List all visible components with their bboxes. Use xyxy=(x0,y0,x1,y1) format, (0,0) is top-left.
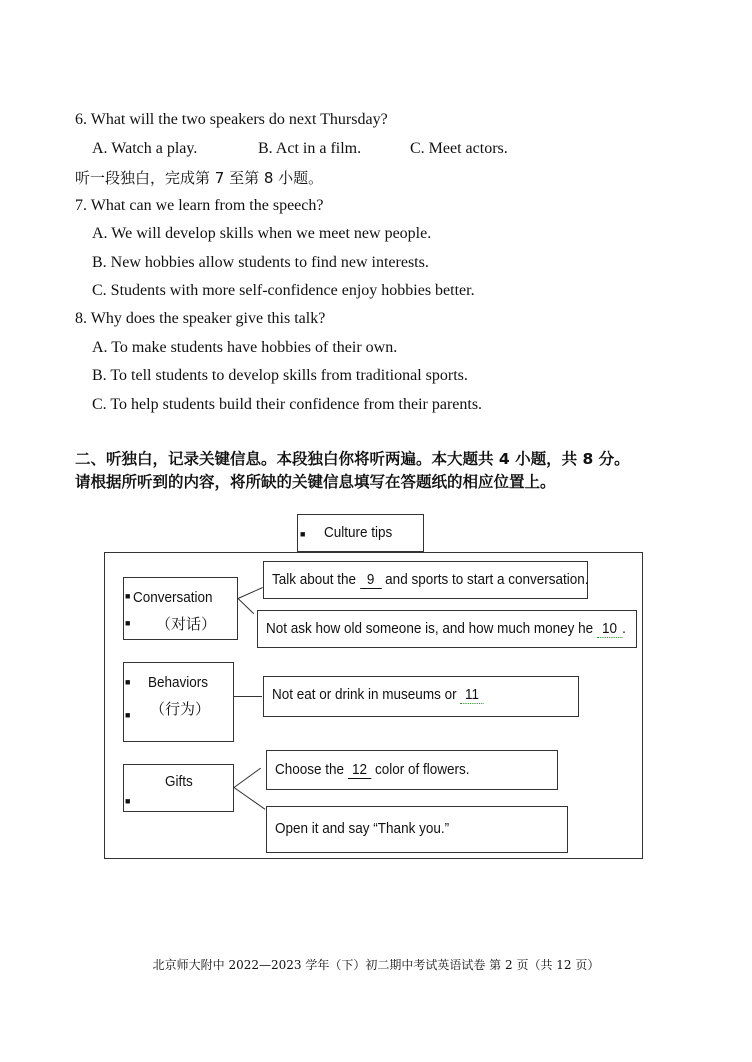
diagram-title: Culture tips xyxy=(324,524,393,541)
tip-ask-box xyxy=(257,610,637,648)
q7-question: 7. What can we learn from the speech? xyxy=(75,197,324,214)
blank-10: 10 xyxy=(597,620,622,638)
q6-question: 6. What will the two speakers do next Thursday? xyxy=(75,111,388,128)
tip-choose-before: Choose the xyxy=(275,761,345,778)
tip-open-text: Open it and say “Thank you.” xyxy=(275,820,450,837)
conversation-label: Conversation xyxy=(133,589,213,606)
tip-open-box xyxy=(266,806,568,853)
tip-talk-after: and sports to start a conversation. xyxy=(385,571,589,588)
conversation-box: ■ ■ Conversation （对话） xyxy=(123,577,238,640)
tip-choose-after: color of flowers. xyxy=(374,761,470,778)
section2-instruction: 请根据所听到的内容，将所缺的关键信息填写在答题纸的相应位置上。 xyxy=(75,473,556,491)
tip-eat-before: Not eat or drink in museums or xyxy=(272,686,457,703)
connector-behaviors-eat xyxy=(234,696,262,697)
q8-option-a: A. To make students have hobbies of their own. xyxy=(92,339,398,356)
behaviors-label: Behaviors xyxy=(148,674,209,691)
tip-talk-box xyxy=(263,561,588,599)
blank-9: 9 xyxy=(360,571,382,589)
conversation-label-cn: （对话） xyxy=(156,616,217,633)
q8-question: 8. Why does the speaker give this talk? xyxy=(75,310,326,327)
title-box: ■ Culture tips xyxy=(297,514,424,552)
gifts-box: ■ Gifts xyxy=(123,764,234,812)
blank-11: 11 xyxy=(460,686,483,704)
q7-option-c: C. Students with more self-confidence enjoy hobbies better. xyxy=(92,282,475,299)
q6-option-c: C. Meet actors. xyxy=(410,140,508,157)
blank-12: 12 xyxy=(348,761,371,779)
tip-choose-box xyxy=(266,750,558,790)
q8-option-c: C. To help students build their confidence from their parents. xyxy=(92,396,483,413)
q7-option-b: B. New hobbies allow students to find new interests. xyxy=(92,254,429,271)
tip-ask-after: . xyxy=(622,620,626,637)
tip-talk-before: Talk about the xyxy=(272,571,357,588)
instruction-7-8: 听一段独白，完成第 7 至第 8 小题。 xyxy=(75,169,324,187)
behaviors-label-cn: （行为） xyxy=(150,701,211,718)
page-footer: 北京师大附中 2022—2023 学年（下）初二期中考试英语试卷 第 2 页（共 12 页） xyxy=(152,958,600,972)
q6-option-a: A. Watch a play. xyxy=(92,140,198,157)
q7-option-a: A. We will develop skills when we meet new people. xyxy=(92,225,432,242)
tip-ask-before: Not ask how old someone is, and how much money he xyxy=(266,620,594,637)
gifts-label: Gifts xyxy=(165,773,193,790)
q8-option-b: B. To tell students to develop skills from traditional sports. xyxy=(92,367,468,384)
section2-heading: 二、听独白，记录关键信息。本段独白你将听两遍。本大题共 4 小题，共 8 分。 xyxy=(75,450,630,468)
tip-eat-box xyxy=(263,676,579,717)
behaviors-box: ■ ■ Behaviors （行为） xyxy=(123,662,234,742)
q6-option-b: B. Act in a film. xyxy=(258,140,362,157)
